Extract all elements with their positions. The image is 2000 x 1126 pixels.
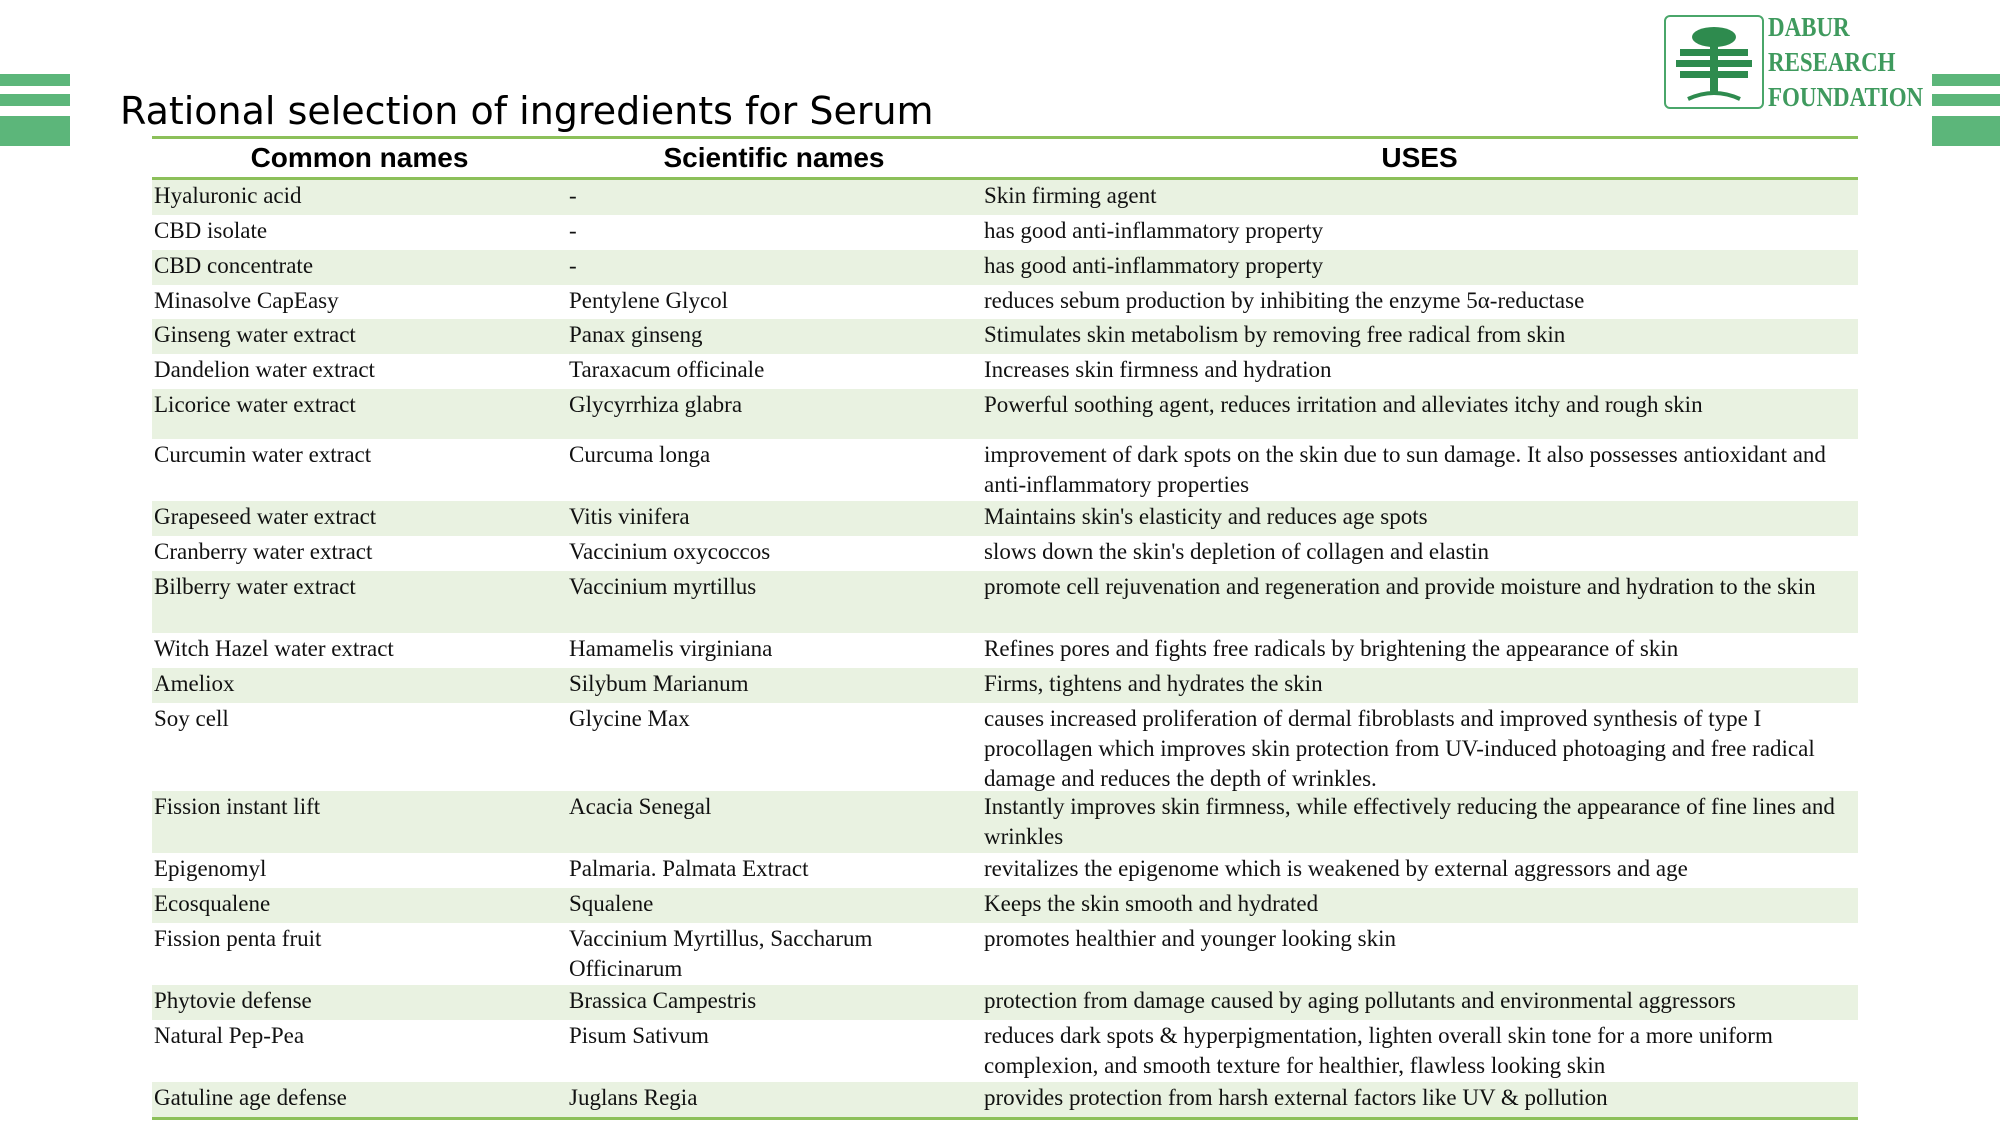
cell-use: promote cell rejuvenation and regeneration and provide moisture and hydration to the skin bbox=[984, 574, 1816, 599]
cell-scientific-name: Taraxacum officinale bbox=[569, 357, 765, 382]
logo bbox=[1664, 15, 1764, 109]
header-uses: USES bbox=[1381, 142, 1458, 173]
header-scientific-names: Scientific names bbox=[663, 142, 885, 173]
ingredients-table bbox=[152, 136, 1858, 1120]
cell-common-name: Fission instant lift bbox=[154, 794, 321, 819]
cell-common-name: Ginseng water extract bbox=[154, 322, 356, 347]
cell-use: Maintains skin's elasticity and reduces age spots bbox=[984, 504, 1428, 529]
cell-common-name: Dandelion water extract bbox=[154, 357, 375, 382]
cell-use: revitalizes the epigenome which is weakened by external aggressors and age bbox=[984, 856, 1688, 881]
cell-scientific-name: Palmaria. Palmata Extract bbox=[569, 856, 809, 881]
cell-scientific-name: - bbox=[569, 183, 577, 208]
logo-line-1: DABUR bbox=[1768, 12, 1850, 42]
cell-use: has good anti-inflammatory property bbox=[984, 253, 1324, 278]
cell-use: Keeps the skin smooth and hydrated bbox=[984, 891, 1319, 916]
table-row bbox=[152, 1020, 1858, 1082]
cell-common-name: Natural Pep-Pea bbox=[154, 1023, 305, 1048]
cell-scientific-name: Silybum Marianum bbox=[569, 671, 749, 696]
cell-use: Skin firming agent bbox=[984, 183, 1157, 208]
cell-common-name: Bilberry water extract bbox=[154, 574, 356, 599]
cell-common-name: Ecosqualene bbox=[154, 891, 271, 916]
cell-scientific-name: Vitis vinifera bbox=[569, 504, 690, 529]
cell-use: reduces sebum production by inhibiting the enzyme 5α-reductase bbox=[984, 288, 1585, 313]
cell-use: Powerful soothing agent, reduces irritation and alleviates itchy and rough skin bbox=[984, 392, 1703, 417]
table-row bbox=[152, 180, 1858, 215]
cell-common-name: Phytovie defense bbox=[154, 988, 312, 1013]
cell-use: Stimulates skin metabolism by removing free radical from skin bbox=[984, 322, 1566, 347]
table-row bbox=[152, 215, 1858, 250]
table-row bbox=[152, 791, 1858, 853]
cell-common-name: Grapeseed water extract bbox=[154, 504, 377, 529]
cell-common-name: CBD concentrate bbox=[154, 253, 314, 278]
table-row bbox=[152, 633, 1858, 668]
cell-common-name: Hyaluronic acid bbox=[154, 183, 302, 208]
page-title: Rational selection of ingredients for Serum bbox=[120, 89, 934, 133]
tree-icon bbox=[1666, 17, 1762, 107]
left-decor-bar-top bbox=[0, 74, 70, 86]
table-row bbox=[152, 536, 1858, 571]
cell-scientific-name: Acacia Senegal bbox=[569, 794, 712, 819]
cell-use: slows down the skin's depletion of collagen and elastin bbox=[984, 539, 1489, 564]
cell-common-name: Gatuline age defense bbox=[154, 1085, 347, 1110]
cell-scientific-name: Vaccinium oxycoccos bbox=[569, 539, 771, 564]
table-row bbox=[152, 1082, 1858, 1117]
cell-scientific-name: Hamamelis virginiana bbox=[569, 636, 773, 661]
table-row bbox=[152, 571, 1858, 633]
cell-use: Firms, tightens and hydrates the skin bbox=[984, 671, 1323, 696]
table-row bbox=[152, 439, 1858, 501]
table-row bbox=[152, 319, 1858, 354]
cell-common-name: Epigenomyl bbox=[154, 856, 267, 881]
cell-scientific-name: Glycyrrhiza glabra bbox=[569, 392, 743, 417]
cell-common-name: Licorice water extract bbox=[154, 392, 356, 417]
cell-common-name: Cranberry water extract bbox=[154, 539, 373, 564]
cell-scientific-name: - bbox=[569, 218, 577, 243]
cell-scientific-name: Pentylene Glycol bbox=[569, 288, 729, 313]
cell-common-name: Witch Hazel water extract bbox=[154, 636, 394, 661]
cell-scientific-name: Pisum Sativum bbox=[569, 1023, 709, 1048]
cell-scientific-name: Glycine Max bbox=[569, 706, 690, 731]
table-row bbox=[152, 501, 1858, 536]
cell-use: Refines pores and fights free radicals by brightening the appearance of skin bbox=[984, 636, 1679, 661]
cell-common-name: CBD isolate bbox=[154, 218, 268, 243]
cell-use: promotes healthier and younger looking skin bbox=[984, 926, 1397, 951]
cell-use: protection from damage caused by aging pollutants and environmental aggressors bbox=[984, 988, 1736, 1013]
table-row bbox=[152, 250, 1858, 285]
table-bottom-rule bbox=[152, 1117, 1858, 1120]
cell-use: improvement of dark spots on the skin due to sun damage. It also possesses antioxidant and anti-inflammatory properties bbox=[984, 442, 1826, 497]
logo-line-3: FOUNDATION bbox=[1768, 82, 1924, 112]
cell-common-name: Ameliox bbox=[154, 671, 235, 696]
cell-use: causes increased proliferation of dermal fibroblasts and improved synthesis of type I procollagen which improves skin protection from UV-induced photoaging and free radical damage and reduces the depth of wrinkles. bbox=[984, 706, 1815, 791]
cell-scientific-name: Squalene bbox=[569, 891, 654, 916]
left-decor-bar-bottom bbox=[0, 116, 70, 146]
logo-text bbox=[1768, 10, 1964, 115]
table-row bbox=[152, 354, 1858, 389]
table-row bbox=[152, 923, 1858, 985]
cell-use: reduces dark spots & hyperpigmentation, lighten overall skin tone for a more uniform complexion, and smooth texture for healthier, flawless looking skin bbox=[984, 1023, 1773, 1078]
cell-scientific-name: Brassica Campestris bbox=[569, 988, 757, 1013]
table-row bbox=[152, 703, 1858, 791]
cell-use: has good anti-inflammatory property bbox=[984, 218, 1324, 243]
table-row bbox=[152, 285, 1858, 319]
cell-scientific-name: Panax ginseng bbox=[569, 322, 703, 347]
cell-scientific-name: Vaccinium myrtillus bbox=[569, 574, 757, 599]
cell-common-name: Fission penta fruit bbox=[154, 926, 322, 951]
right-decor-bar-bottom bbox=[1932, 116, 2000, 146]
table-row bbox=[152, 985, 1858, 1020]
table-header bbox=[152, 136, 1858, 180]
table-row bbox=[152, 668, 1858, 703]
cell-use: Increases skin firmness and hydration bbox=[984, 357, 1332, 382]
cell-use: Instantly improves skin firmness, while effectively reducing the appearance of fine lines and wrinkles bbox=[984, 794, 1835, 849]
table-row bbox=[152, 389, 1858, 439]
header-common-names: Common names bbox=[250, 142, 469, 173]
cell-common-name: Minasolve CapEasy bbox=[154, 288, 339, 313]
cell-common-name: Curcumin water extract bbox=[154, 442, 372, 467]
cell-common-name: Soy cell bbox=[154, 706, 229, 731]
cell-scientific-name: Juglans Regia bbox=[569, 1085, 698, 1110]
cell-scientific-name: - bbox=[569, 253, 577, 278]
cell-scientific-name: Vaccinium Myrtillus, Saccharum Officinarum bbox=[569, 926, 873, 981]
table-body bbox=[152, 180, 1858, 1117]
left-decor-bar-middle bbox=[0, 94, 70, 106]
logo-line-2: RESEARCH bbox=[1768, 47, 1896, 77]
table-row bbox=[152, 853, 1858, 888]
cell-scientific-name: Curcuma longa bbox=[569, 442, 711, 467]
table-row bbox=[152, 888, 1858, 923]
cell-use: provides protection from harsh external factors like UV & pollution bbox=[984, 1085, 1608, 1110]
